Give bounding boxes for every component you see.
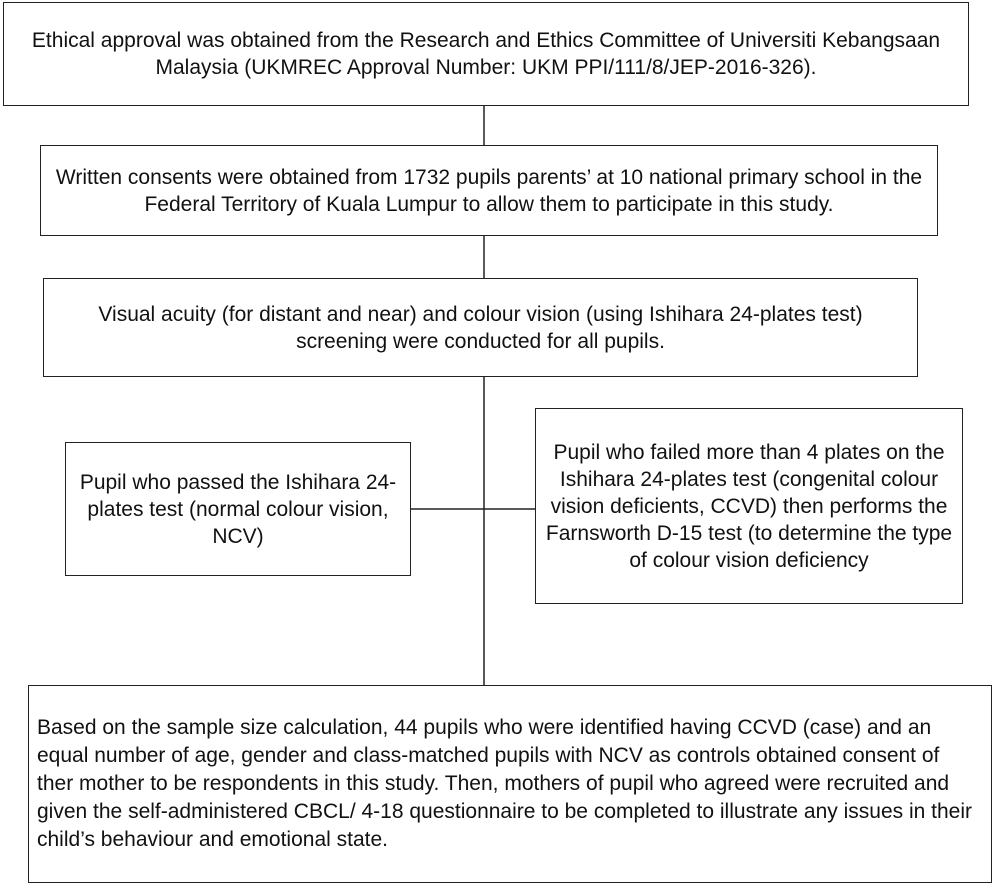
sample-recruitment-text: Based on the sample size calculation, 44 pupils who were identified having CCVD (case) and an equal number of age, gender and class-matched pupils with NCV as controls obtained consent of ther mother to be respondents in this study. Then, mothers of pupil who agreed were recruited and given the self-administered CBCL/ 4-18 questionnaire to be completed to illustrate any issues in their child’s behaviour and emotional state. [37,716,973,851]
failed-ishihara-box [535,408,963,604]
passed-ishihara-box [65,442,411,576]
ethical-approval-box [3,2,969,106]
vision-screening-text: Visual acuity (for distant and near) and colour vision (using Ishihara 24-plates test) screening were conducted for all pupils. [98,302,863,353]
written-consent-text: Written consents were obtained from 1732 pupils parents’ at 10 national primary school in the Federal Territory of Kuala Lumpur to allow them to participate in this study. [55,165,923,216]
sample-recruitment-box [28,685,992,883]
ethical-approval-text: Ethical approval was obtained from the Research and Ethics Committee of Universiti Kebangsaan Malaysia (UKMREC Approval Number: UKM PPI/111/8/JEP-2016-326). [31,29,941,79]
failed-ishihara-text: Pupil who failed more than 4 plates on the Ishihara 24-plates test (congenital colour vision deficients, CCVD) then performs the Farnsworth D-15 test (to determine the type of colour vision deficiency [545,440,953,572]
vision-screening-box [43,278,918,377]
passed-ishihara-text: Pupil who passed the Ishihara 24-plates test (normal colour vision, NCV) [79,470,397,548]
written-consent-box [40,145,938,236]
